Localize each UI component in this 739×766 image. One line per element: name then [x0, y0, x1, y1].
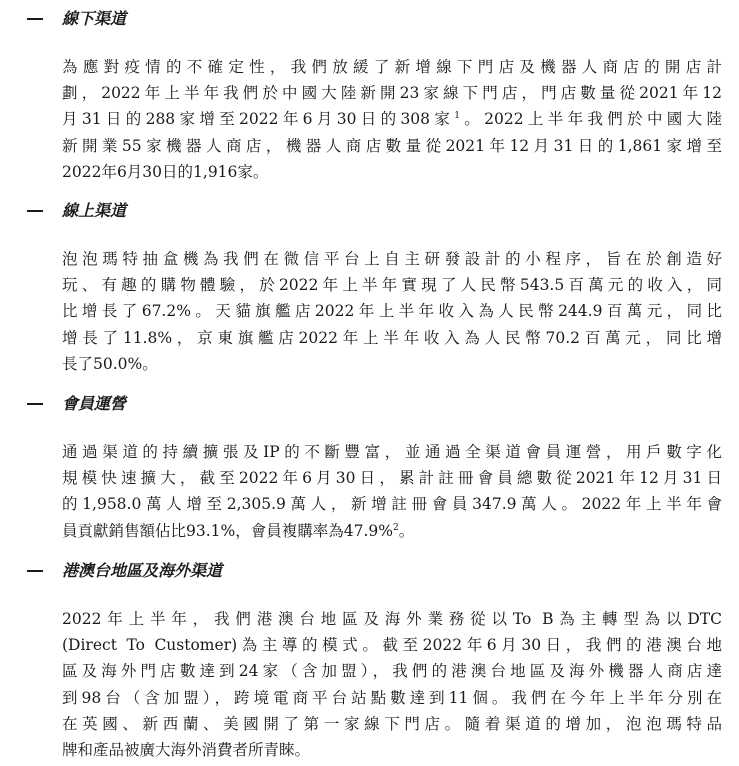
- section-paragraph: [62, 54, 722, 185]
- paragraph-line: 玩、有趣的購物體驗，於2022年上半年實現了人民幣543.5百萬元的收入，同: [62, 276, 722, 295]
- line-text: 月31日的288家增至2022年6月30日的308家: [62, 110, 455, 129]
- paragraph-line: 長了50.0%。: [62, 354, 158, 373]
- section-paragraph: [62, 606, 722, 763]
- section-online-channels: [0, 200, 739, 373]
- section-heading-row: [0, 560, 739, 590]
- section-heading-row: [0, 393, 739, 423]
- section-title: 線下渠道: [62, 9, 127, 28]
- paragraph-line: (Direct To Customer)為主導的模式。截至2022年6月30日，我們的港澳台地: [62, 636, 722, 655]
- paragraph-line: 為應對疫情的不確定性，我們放緩了新增線下門店及機器人商店的開店計: [62, 58, 722, 76]
- section-overseas-channels: [0, 560, 739, 759]
- section-offline-channels: [0, 8, 739, 181]
- paragraph-line: 通過渠道的持續擴張及IP的不斷豐富，並通過全渠道會員運營，用戶數字化: [62, 443, 722, 461]
- section-paragraph: [62, 246, 722, 377]
- paragraph-line: 比增長了67.2%。天貓旗艦店2022年上半年收入為人民幣244.9百萬元，同比: [62, 302, 722, 321]
- line-text-tail: 。: [398, 521, 415, 540]
- section-membership: [0, 393, 739, 540]
- paragraph-line: 新開業55家機器人商店，機器人商店數量從2021年12月31日的1,861家增至: [62, 136, 722, 155]
- bullet-dash: [27, 570, 43, 572]
- footnote-marker: 2: [392, 522, 399, 533]
- paragraph-line: 2022年上半年，我們港澳台地區及海外業務從以To B為主轉型為以DTC: [62, 610, 722, 628]
- paragraph-line: 區及海外門店數達到24家（含加盟），我們的港澳台地區及海外機器人商店達: [62, 662, 722, 681]
- paragraph-line: 在英國、新西蘭、美國開了第一家線下門店。隨着渠道的增加，泡泡瑪特品: [62, 714, 722, 733]
- paragraph-line: 增長了11.8%，京東旗艦店2022年上半年收入為人民幣70.2百萬元，同比增: [62, 328, 722, 347]
- section-title: 會員運營: [62, 394, 127, 413]
- bullet-dash: [27, 18, 43, 20]
- paragraph-line: 規模快速擴大，截至2022年6月30日，累計註冊會員總數從2021年12月31日: [62, 469, 722, 488]
- bullet-dash: [27, 210, 43, 212]
- paragraph-line: 牌和產品被廣大海外消費者所青睞。: [62, 740, 311, 759]
- paragraph-line: 的1,958.0萬人增至2,305.9萬人，新增註冊會員347.9萬人。2022年上半年會: [62, 495, 722, 514]
- section-title: 線上渠道: [62, 201, 127, 220]
- paragraph-line-with-footnote: [62, 518, 722, 544]
- paragraph-line: 2022年6月30日的1,916家。: [62, 162, 269, 181]
- line-text-tail: 。2022上半年我們於中國大陸: [459, 110, 722, 129]
- paragraph-line-with-footnote: [62, 106, 722, 132]
- paragraph-line: 劃，2022年上半年我們於中國大陸新開23家線下門店，門店數量從2021年12: [62, 84, 722, 103]
- bullet-dash: [27, 403, 43, 405]
- paragraph-line: 到98台（含加盟），跨境電商平台站點數達到11個。我們在今年上半年分別在: [62, 688, 722, 707]
- section-paragraph: [62, 439, 722, 544]
- footnote-marker: 1: [454, 111, 460, 122]
- section-heading-row: [0, 8, 739, 38]
- line-text: 員貢獻銷售額佔比93.1%，會員複購率為47.9%: [62, 521, 393, 540]
- paragraph-line: 泡泡瑪特抽盒機為我們在微信平台上自主研發設計的小程序，旨在於創造好: [62, 250, 722, 268]
- section-title: 港澳台地區及海外渠道: [62, 561, 223, 580]
- section-heading-row: [0, 200, 739, 230]
